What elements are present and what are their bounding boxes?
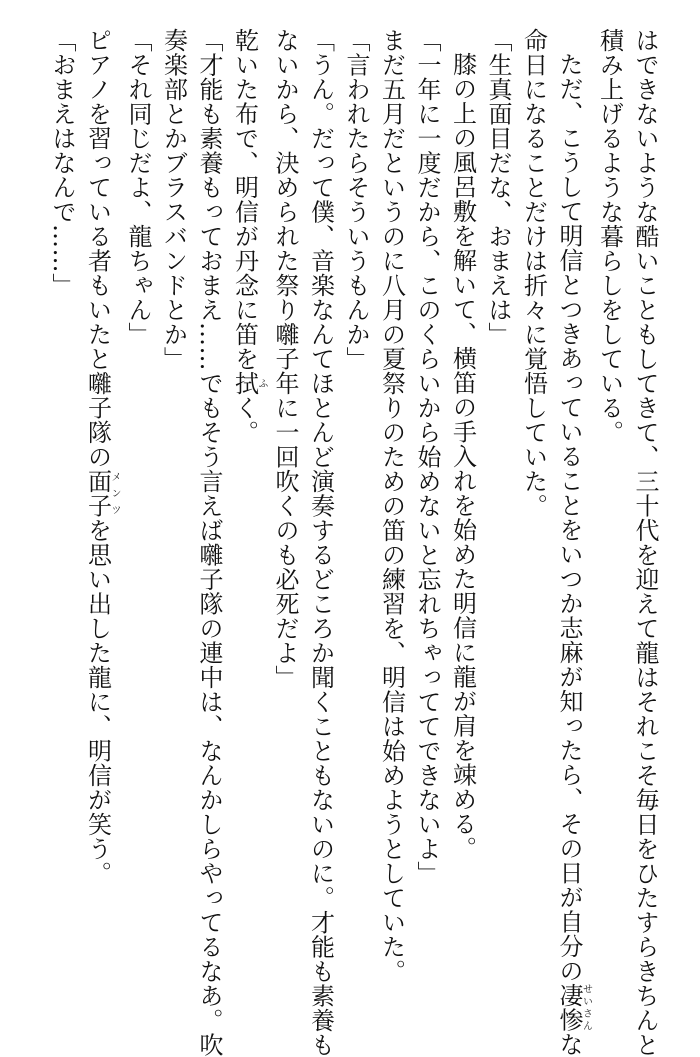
furigana-reading: せいさん — [580, 983, 592, 1032]
furigana-ruby: 拭ふ — [230, 371, 267, 396]
text-line: ただ、こうして明信とつきあっていることをいつか志麻が知ったら、その日が自分の凄惨せいさんな — [555, 52, 592, 1057]
text-line: 奏楽部とかブラスバンドとか」 — [159, 28, 188, 371]
text-line: ないから、決められた祭り囃子年に一回吹くのも必死だよ」 — [271, 28, 299, 690]
text-line: はできないような酷いこともしてきて、三十代を迎えて龍はそれこそ毎日をひたすらきちんと — [631, 28, 659, 1057]
furigana-reading: メンツ — [109, 469, 120, 518]
text-line: ピアノを習っている者もいたと囃子隊の面子メンツを思い出した龍に、明信が笑う。 — [83, 28, 120, 886]
text-line: 「一年に一度だから、このくらいから始めないと忘れちゃっててできないよ」 — [413, 28, 441, 886]
furigana-reading: ふ — [256, 371, 267, 396]
text-line: 「おまえはなんで……」 — [48, 28, 76, 298]
text-line: 「うん。だって僕、音楽なんてほとんど演奏するどころか聞くこともないのに。才能も素養も — [306, 28, 335, 1057]
text-line: 膝の上の風呂敷を解いて、横笛の手入れを始めた明信に龍が肩を竦める。 — [448, 52, 477, 861]
furigana-ruby: 凄惨せいさん — [555, 983, 592, 1032]
text-line: 「生真面目だな、おまえは」 — [484, 28, 512, 347]
text-line: 積み上げるような暮らしをしている。 — [595, 28, 624, 445]
furigana-ruby: 面子メンツ — [83, 469, 120, 518]
text-line: 「それ同じだよ、龍ちゃん」 — [124, 28, 152, 347]
text-line: 「言われたらそういうもんか」 — [342, 28, 370, 371]
vertical-text-body — [44, 28, 663, 1057]
text-line: 乾いた布で、明信が丹念に笛を拭ふく。 — [230, 28, 267, 445]
text-line: 「才能も素養もっておまえ……でもそう言えば囃子隊の連中は、なんかしらやってるなあ。吹 — [195, 28, 223, 1057]
text-line: 命日になることだけは折々に覚悟していた。 — [519, 28, 548, 518]
text-line: まだ五月だというのに八月の夏祭りのための笛の練習を、明信は始めようとしていた。 — [377, 28, 406, 984]
